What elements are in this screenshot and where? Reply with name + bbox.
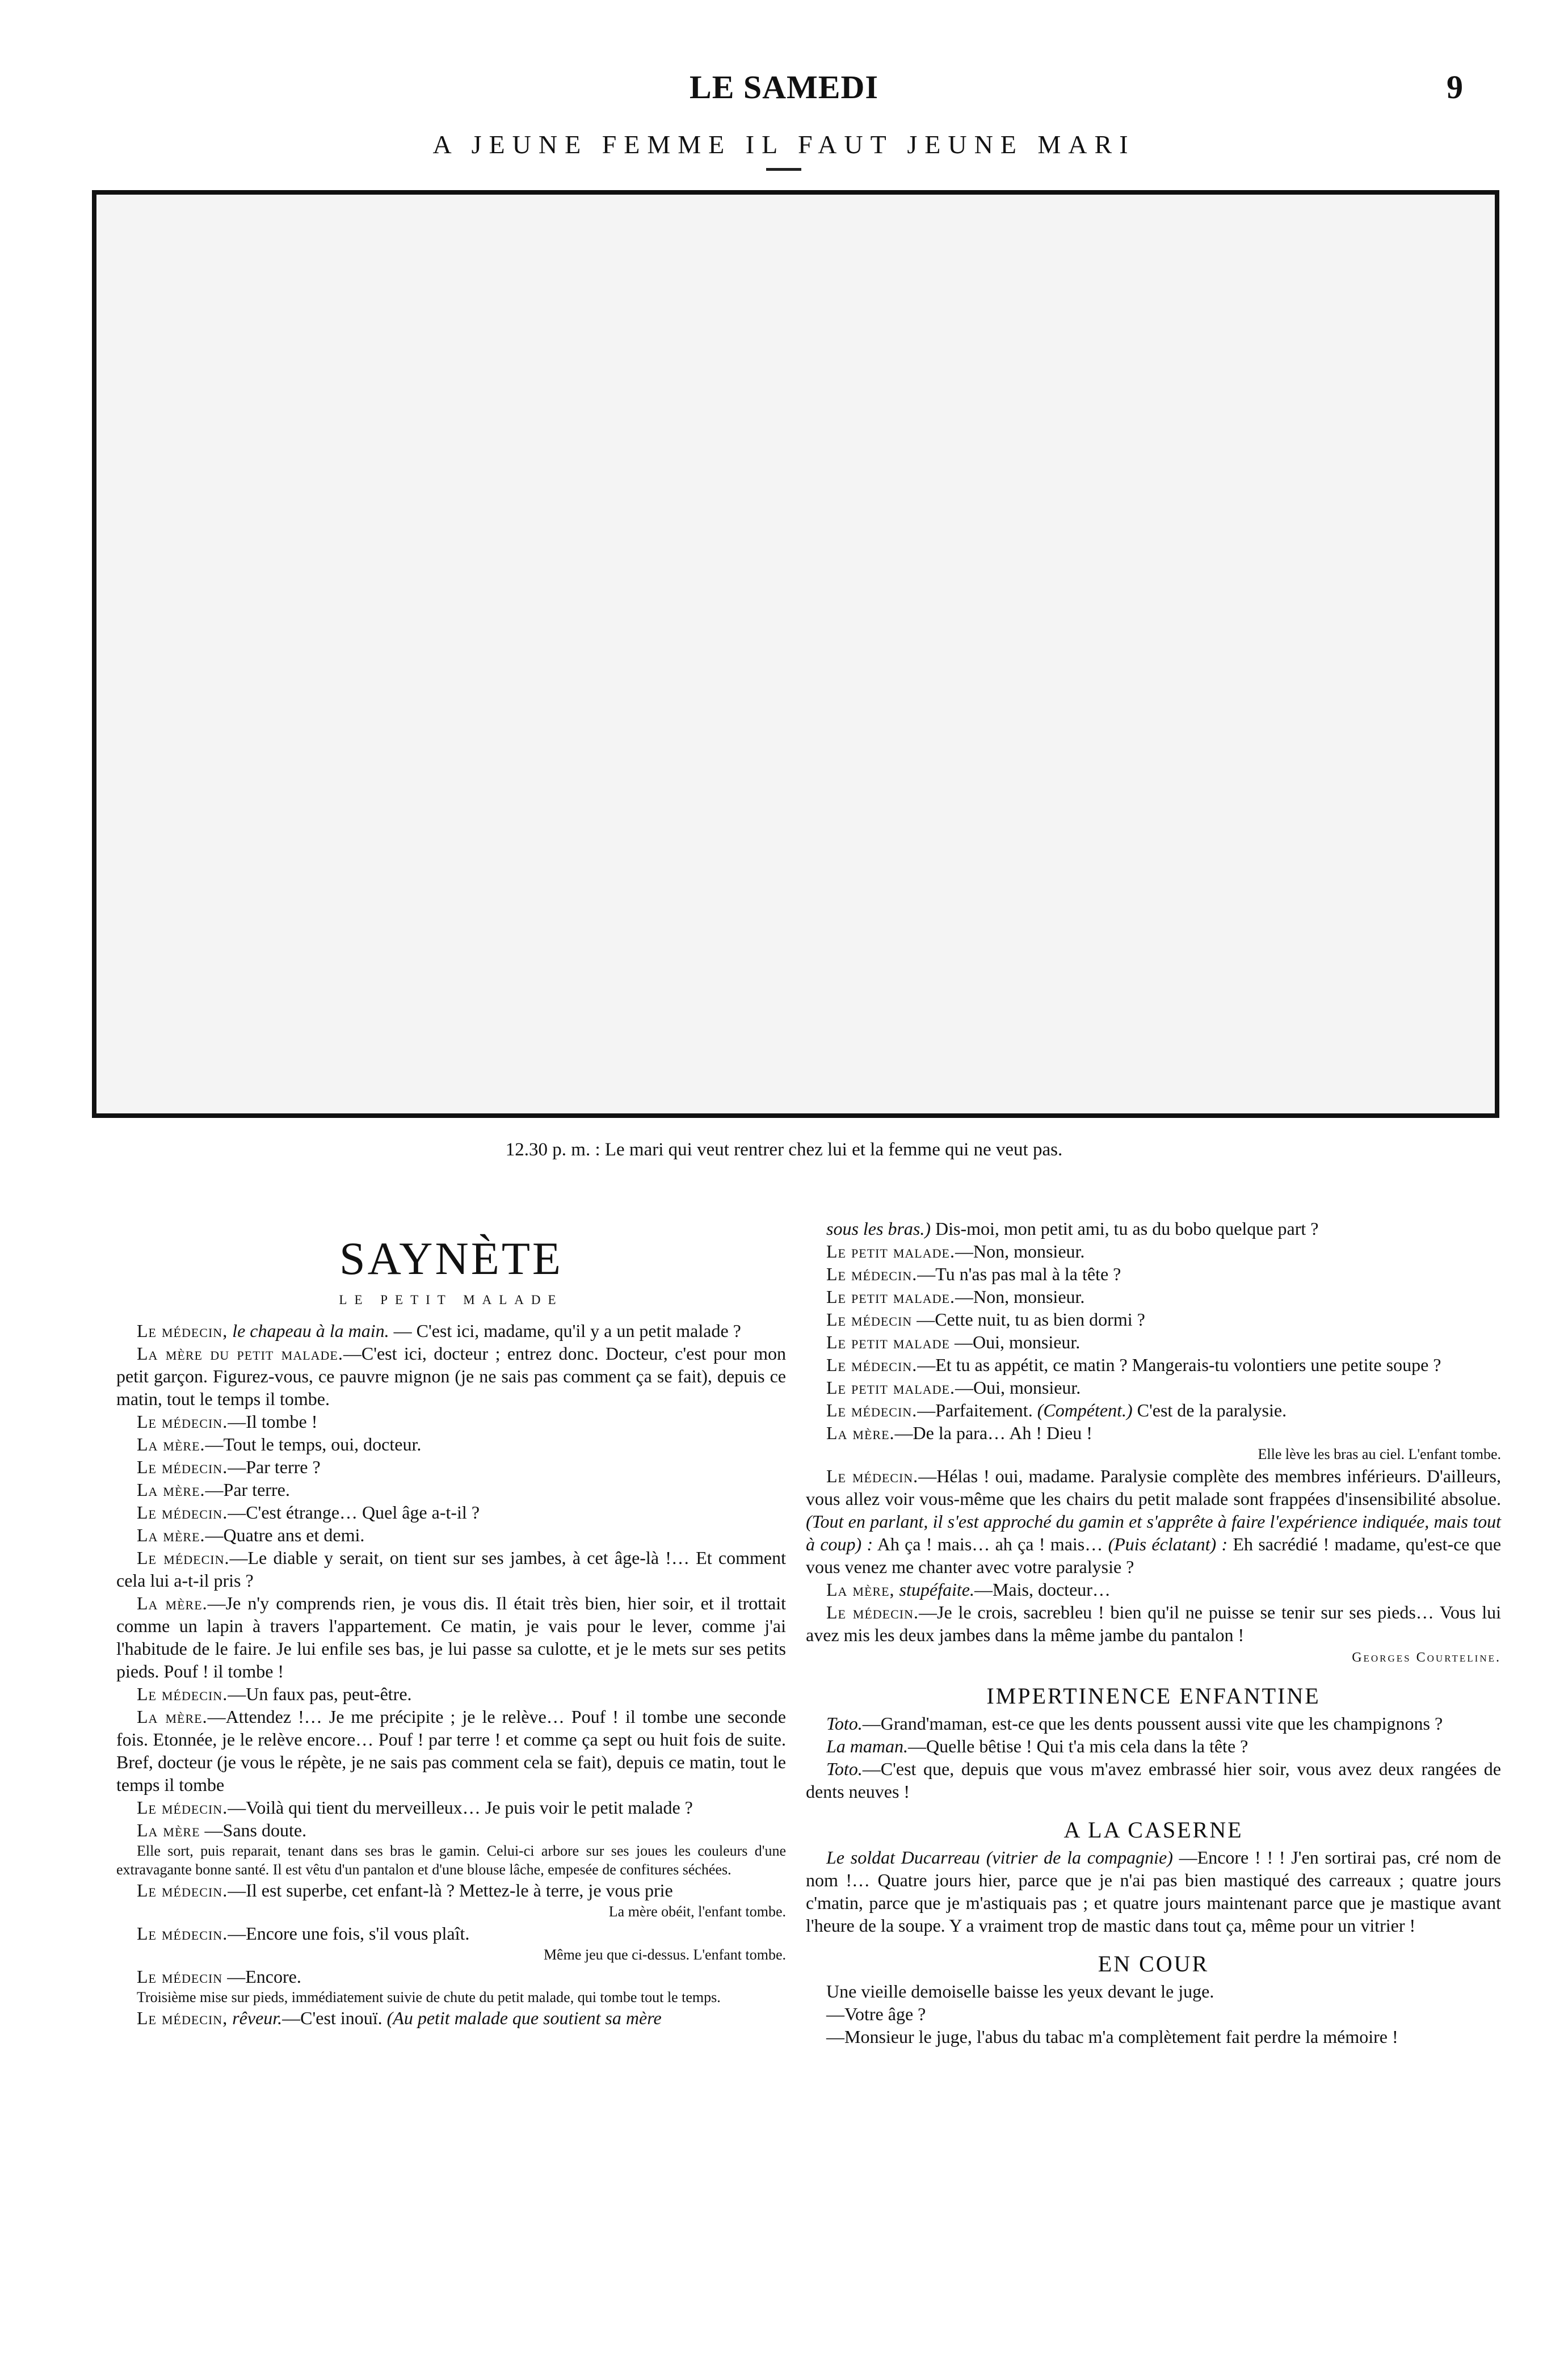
stage-direction-inline: (Puis éclatant) : [1103, 1534, 1228, 1554]
left-column [116, 1217, 786, 2029]
line-text: —Encore. [222, 1966, 301, 1987]
stage-direction-inline: (Compétent.) [1032, 1400, 1133, 1420]
dialogue-line [116, 1319, 786, 1342]
line-text: —Le diable y serait, on tient sur ses jambes, à cet âge-là !… Et comment cela lui a-t-il pris ? [116, 1548, 786, 1591]
speaker-name: Le médecin. [137, 1923, 228, 1944]
dialogue-line [116, 1410, 786, 1433]
line-text: —Oui, monsieur. [949, 1332, 1081, 1352]
line-text: —Attendez !… Je me précipite ; je le relève… Pouf ! il tombe une seconde fois. Etonnée, je le relève encore… Pouf ! par terre ! et comme ça sept ou huit fois de suite. Bref, docteur (je vous le répète, je ne sais pas comment cela se fait), depuis ce matin, tout le temps il tombe [116, 1706, 786, 1795]
line-text: — C'est ici, madame, qu'il y a un petit malade ? [389, 1321, 741, 1341]
dialogue-line: —Monsieur le juge, l'abus du tabac m'a complètement fait perdre la mémoire ! [826, 2026, 1398, 2047]
line-text: —Non, monsieur. [955, 1241, 1085, 1262]
line-text: —Oui, monsieur. [955, 1377, 1081, 1398]
speaker-name: Le petit malade. [826, 1286, 955, 1307]
line-text: —Encore une fois, s'il vous plaît. [228, 1923, 470, 1944]
masthead: LE SAMEDI [690, 69, 878, 106]
caserne-title: A LA CASERNE [1063, 1817, 1243, 1843]
speaker-name: Le médecin. [137, 1502, 228, 1523]
dialogue-line [116, 1796, 786, 1819]
line-text: —C'est étrange… Quel âge a-t-il ? [228, 1502, 480, 1523]
stage-direction: Elle lève les bras au ciel. L'enfant tombe. [1258, 1446, 1501, 1462]
stage-direction-inline: stupéfaite. [894, 1579, 974, 1600]
speaker-name: Le médecin. [137, 1684, 228, 1704]
dialogue-line: Une vieille demoiselle baisse les yeux devant le juge. [826, 1981, 1214, 2001]
line-text: Dis-moi, mon petit ami, tu as du bobo quelque part ? [931, 1218, 1319, 1239]
stage-direction-inline: le chapeau à la main. [228, 1321, 389, 1341]
line-text: —C'est ici, docteur ; entrez donc. Docteur, c'est pour mon petit garçon. Figurez-vous, ce pauvre mignon (je ne sais pas comment ça se fait), depuis ce matin, tout le temps il tombe. [116, 1343, 786, 1409]
dialogue-line [806, 1712, 1501, 1735]
line-text: —Il tombe ! [228, 1411, 318, 1432]
speaker-name: Le médecin. [826, 1400, 918, 1420]
line-text: —Parfaitement. [917, 1400, 1033, 1420]
impertinence-title: IMPERTINENCE ENFANTINE [986, 1683, 1321, 1709]
speaker-name: La mère. [137, 1479, 205, 1500]
speaker-name: Le médecin. [137, 1548, 230, 1568]
dialogue-line [806, 1376, 1501, 1399]
speaker-name: La mère du petit malade. [137, 1343, 343, 1364]
speaker-name: La mère. [137, 1706, 208, 1727]
dialogue-line [116, 1819, 786, 1841]
dialogue-line [806, 1308, 1501, 1331]
dialogue-line [806, 1757, 1501, 1803]
ballroom-illustration [92, 190, 1499, 1118]
stage-direction-inline: (Au petit malade que soutient sa mère [382, 2008, 662, 2028]
line-text: —Grand'maman, est-ce que les dents poussent aussi vite que les champignons ? [862, 1713, 1443, 1734]
dialogue-line [116, 1478, 786, 1501]
dialogue-line [116, 1683, 786, 1705]
line-text: Ah ça ! mais… ah ça ! mais… [873, 1534, 1103, 1554]
article-title: A JEUNE FEMME IL FAUT JEUNE MARI [432, 130, 1136, 159]
dialogue-line [116, 1456, 786, 1478]
line-text: —Mais, docteur… [974, 1579, 1111, 1600]
speaker-name: Le médecin. [826, 1355, 918, 1375]
speaker-name: La mère. [137, 1593, 208, 1613]
line-text: —C'est inouï. [282, 2008, 382, 2028]
speaker-name: Le médecin. [137, 1880, 228, 1900]
line-text: —Non, monsieur. [955, 1286, 1085, 1307]
line-text: C'est de la paralysie. [1132, 1400, 1287, 1420]
dialogue-line [116, 1546, 786, 1592]
caserne-text [806, 1846, 1501, 1937]
impertinence-dialogue [806, 1712, 1501, 1803]
speaker-name: Le médecin. [137, 1411, 228, 1432]
stage-direction-inline: rêveur. [228, 2008, 283, 2028]
en-cour-title: EN COUR [1098, 1951, 1209, 1977]
dialogue-line [116, 1524, 786, 1546]
line-text: —Hélas ! oui, madame. Paralysie complète des membres inférieurs. D'ailleurs, vous allez voir vous-même que les chairs du petit malade sont frappées d'insensibilité absolue. [806, 1466, 1502, 1509]
line-text: —Cette nuit, tu as bien dormi ? [912, 1309, 1145, 1330]
speaker-name: La maman. [826, 1736, 909, 1756]
page-number: 9 [1447, 69, 1463, 106]
speaker-name: Le médecin. [137, 1457, 228, 1477]
dialogue-line [806, 1263, 1501, 1285]
speaker-name: Toto. [826, 1759, 863, 1779]
speaker-name: Le médecin, [137, 1321, 228, 1341]
speaker-name: La mère. [137, 1525, 205, 1545]
speaker-name: Le médecin [137, 1966, 223, 1987]
line-text: —Il est superbe, cet enfant-là ? Mettez-le à terre, je vous prie [228, 1880, 673, 1900]
author-signature: Georges Courteline. [1352, 1650, 1501, 1665]
speaker-name: Le médecin. [826, 1264, 918, 1284]
title-rule [766, 168, 801, 171]
dialogue-line [116, 1965, 786, 1988]
speaker-name: Le médecin [826, 1309, 913, 1330]
dialogue-line [116, 1922, 786, 1945]
dialogue-line [806, 1240, 1501, 1263]
stage-direction: Même jeu que ci-dessus. L'enfant tombe. [543, 1946, 786, 1963]
dialogue-line [806, 1331, 1501, 1353]
caserne-speaker: Le soldat Ducarreau (vitrier de la compagnie) [826, 1847, 1173, 1868]
stage-direction-inline: (Tout en parlant, il s'est approché du gamin et s'apprête à faire l'expérience indiquée, mais tout à coup) : [806, 1511, 1501, 1554]
speaker-name: La mère. [826, 1423, 895, 1443]
line-text: —Quatre ans et demi. [205, 1525, 365, 1545]
line-text: —Tu n'as pas mal à la tête ? [917, 1264, 1121, 1284]
stage-direction-inline: sous les bras.) [826, 1218, 931, 1239]
dialogue-line [116, 1879, 786, 1902]
line-text: —Un faux pas, peut-être. [228, 1684, 412, 1704]
dialogue-line [116, 1433, 786, 1456]
speaker-name: Le petit malade [826, 1332, 950, 1352]
en-cour-dialogue [806, 1980, 1501, 2048]
dialogue-line: —Votre âge ? [826, 2004, 926, 2024]
dialogue-line [806, 1465, 1501, 1578]
line-text: —Je le crois, sacrebleu ! bien qu'il ne puisse se tenir sur ses pieds… Vous lui avez mis les deux jambes dans la même jambe du pantalon ! [806, 1602, 1502, 1645]
dialogue-line [806, 1285, 1501, 1308]
stage-direction: La mère obéit, l'enfant tombe. [608, 1903, 786, 1920]
dialogue-line [116, 1501, 786, 1524]
saynete-title: SAYNÈTE [339, 1233, 563, 1284]
dialogue-line [116, 1705, 786, 1796]
stage-direction: Troisième mise sur pieds, immédiatement suivie de chute du petit malade, qui tombe tout le temps. [137, 1989, 721, 2005]
dialogue-line [806, 1422, 1501, 1444]
speaker-name: Le petit malade. [826, 1377, 955, 1398]
dialogue-line [116, 1342, 786, 1410]
line-text: —Je n'y comprends rien, je vous dis. Il était très bien, hier soir, et il trottait comme un lapin à travers l'appartement. Ce matin, je vais pour le lever, comme j'ai l'habitude de le faire. Je lui enfile ses bas, je lui passe sa culotte, et je le mets sur ses petits pieds. Pouf ! il tombe ! [116, 1593, 787, 1681]
speaker-name: La mère [137, 1820, 200, 1840]
line-text: —Voilà qui tient du merveilleux… Je puis voir le petit malade ? [228, 1797, 693, 1818]
speaker-name: Le petit malade. [826, 1241, 955, 1262]
speaker-name: Toto. [826, 1713, 863, 1734]
line-text: —Tout le temps, oui, docteur. [205, 1434, 422, 1454]
line-text: —Sans doute. [200, 1820, 307, 1840]
right-column [806, 1217, 1501, 2048]
dialogue-line [116, 1592, 786, 1683]
saynete-subtitle: LE PETIT MALADE [339, 1293, 564, 1307]
line-text: —C'est que, depuis que vous m'avez embrassé hier soir, vous avez deux rangées de dents neuves ! [806, 1759, 1501, 1802]
dialogue-line [806, 1399, 1501, 1422]
speaker-name: Le médecin. [826, 1466, 919, 1486]
line-text: —De la para… Ah ! Dieu ! [894, 1423, 1092, 1443]
speaker-name: Le médecin, [137, 2008, 228, 2028]
dialogue-line [806, 1217, 1501, 1240]
stage-direction: Elle sort, puis reparait, tenant dans ses bras le gamin. Celui-ci arbore sur ses joues les couleurs d'une extravagante bonne santé. Il est vêtu d'un pantalon et d'une blouse lâche, empesée de confitures séchées. [116, 1843, 786, 1878]
dialogue-line [806, 1578, 1501, 1601]
line-text: —Par terre ? [228, 1457, 321, 1477]
line-text: —Et tu as appétit, ce matin ? Mangerais-tu volontiers une petite soupe ? [917, 1355, 1441, 1375]
line-text: —Quelle bêtise ! Qui t'a mis cela dans la tête ? [908, 1736, 1248, 1756]
speaker-name: La mère, [826, 1579, 895, 1600]
speaker-name: Le médecin. [826, 1602, 919, 1622]
saynete-dialogue-right [806, 1217, 1501, 1646]
saynete-dialogue-left [116, 1319, 786, 2029]
dialogue-line [806, 1601, 1501, 1646]
dialogue-line [806, 1735, 1501, 1757]
speaker-name: Le médecin. [137, 1797, 228, 1818]
line-text: Eh sacrédié ! madame, qu'est-ce que vous venez me chanter avec votre paralysie ? [806, 1534, 1502, 1577]
illustration-caption: 12.30 p. m. : Le mari qui veut rentrer chez lui et la femme qui ne veut pas. [505, 1139, 1063, 1160]
line-text: —Par terre. [205, 1479, 290, 1500]
caserne-body: —Encore ! ! ! J'en sortirai pas, cré nom de nom !… Quatre jours hier, parce que je n'ai pas bien mastiqué des carreaux ; quatre jours c'matin, parce que je m'astiquais pas ; et quatre jours maintenant parce que je mastique avant l'heure de la soupe. Y a vraiment trop de mastic dans tout ça, même pour un vitrier ! [806, 1847, 1502, 1936]
dialogue-line [116, 2007, 786, 2029]
page-header [0, 0, 1568, 113]
dialogue-line [806, 1353, 1501, 1376]
speaker-name: La mère. [137, 1434, 205, 1454]
